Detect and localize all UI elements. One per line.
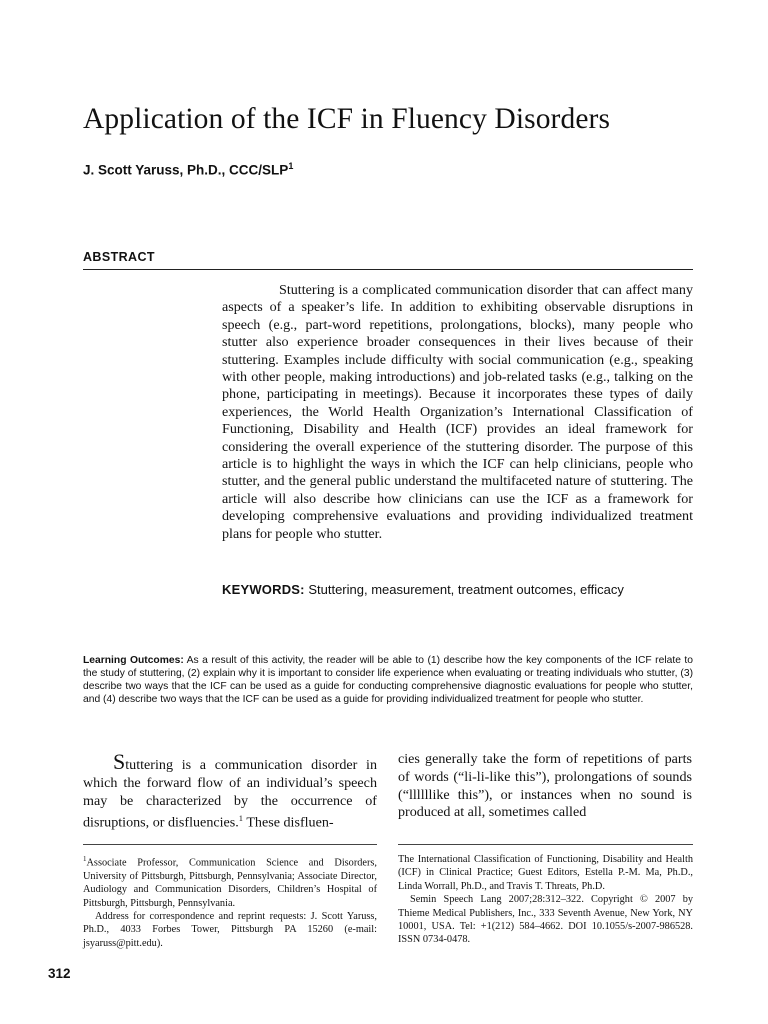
footnote-divider-left bbox=[83, 844, 377, 845]
footnote-issue: The International Classification of Functioning, Disability and Health (ICF) in Clinical Practice; Guest Editors, Estella P.-M. Ma, Ph.D., Linda Worrall, Ph.D., and Travis T. Threats, Ph.D. bbox=[398, 854, 693, 892]
keywords-text: Stuttering, measurement, treatment outcomes, efficacy bbox=[308, 582, 624, 597]
author-affiliation-mark: 1 bbox=[288, 161, 294, 171]
keywords-line bbox=[222, 582, 702, 597]
footnotes-left bbox=[83, 853, 377, 950]
footnote-affiliation-text: Associate Professor, Communication Science and Disorders, University of Pittsburgh, Pittsburgh, Pennsylvania; Associate Director, Audiology and Communication Disorders, Children’s Hospital of Pittsburgh, Pittsburgh, Pennsylvania. bbox=[83, 857, 377, 909]
learning-outcomes-label: Learning Outcomes: bbox=[83, 655, 184, 666]
learning-outcomes bbox=[83, 654, 693, 706]
learning-outcomes-text: As a result of this activity, the reader will be able to (1) describe how the key components of the ICF relate to the study of stuttering, (2) explain why it is important to consider life experience when evaluating or treating individuals who stutter, (3) describe two ways that the ICF can be used as a guide for conducting comprehensive diagnostic evaluations for people who stutter, and (4) describe two ways that the ICF can be used as a guide for providing individualized treatment for people who stutter. bbox=[83, 655, 693, 705]
article-title: Application of the ICF in Fluency Disorders bbox=[83, 103, 611, 135]
body-column-left bbox=[83, 751, 377, 833]
author-line bbox=[83, 161, 293, 178]
drop-cap: S bbox=[113, 749, 126, 774]
footnote-affiliation-mark: 1 bbox=[83, 855, 87, 863]
abstract-divider bbox=[83, 269, 693, 270]
body-left-text: tuttering is a communication disorder in which the forward flow of an individual’s speech may be characterized by the occurrence of disruptions, or disfluencies. bbox=[83, 757, 377, 832]
footnotes-right bbox=[398, 853, 693, 947]
footnote-citation: Semin Speech Lang 2007;28:312–322. Copyright © 2007 by Thieme Medical Publishers, Inc., 333 Seventh Avenue, New York, NY 10001, USA. Tel: +1(212) 584–4662. DOI 10.1055/s-2007-986528. ISSN 0734-0478. bbox=[398, 894, 693, 946]
footnote-affiliation bbox=[83, 853, 377, 910]
abstract-text: Stuttering is a complicated communication disorder that can affect many aspects of a speaker’s life. In addition to exhibiting observable disruptions in speech (e.g., part-word repetitions, prolongations, blocks), many people who stutter also experience broader consequences in their lives because of their stuttering. Examples include difficulty with social communication (e.g., speaking with other people, making introductions) and job-related tasks (e.g., talking on the phone, participating in meetings). Because it incorporates these types of daily experiences, the World Health Organization’s International Classification of Functioning, Disability and Health (ICF) provides an ideal framework for considering the overall experience of the stuttering disorder. The purpose of this article is to highlight the ways in which the ICF can help clinicians, people who stutter, and the general public understand the multifaceted nature of stuttering. The article will also describe how clinicians can use the ICF as a framework for developing comprehensive evaluations and providing individualized treatment plans for people who stutter. bbox=[222, 282, 693, 542]
author-name: J. Scott Yaruss, Ph.D., CCC/SLP bbox=[83, 162, 289, 178]
body-column-right: cies generally take the form of repetitions of parts of words (“li-li-like this”), prolongations of sounds (“llllllike this”), or instances when no sound is produced at all, sometimes called bbox=[398, 751, 692, 821]
page-number: 312 bbox=[48, 966, 71, 981]
body-left-text-end: These disfluen- bbox=[243, 815, 334, 832]
body-left-reference: 1 bbox=[238, 813, 244, 824]
footnote-correspondence: Address for correspondence and reprint requests: J. Scott Yaruss, Ph.D., 4033 Forbes Tower, Pittsburgh PA 15260 (e-mail: jsyaruss@pitt.edu). bbox=[83, 911, 377, 949]
abstract-heading: ABSTRACT bbox=[83, 250, 155, 264]
footnote-divider-right bbox=[398, 844, 693, 845]
keywords-label: KEYWORDS: bbox=[222, 582, 305, 597]
